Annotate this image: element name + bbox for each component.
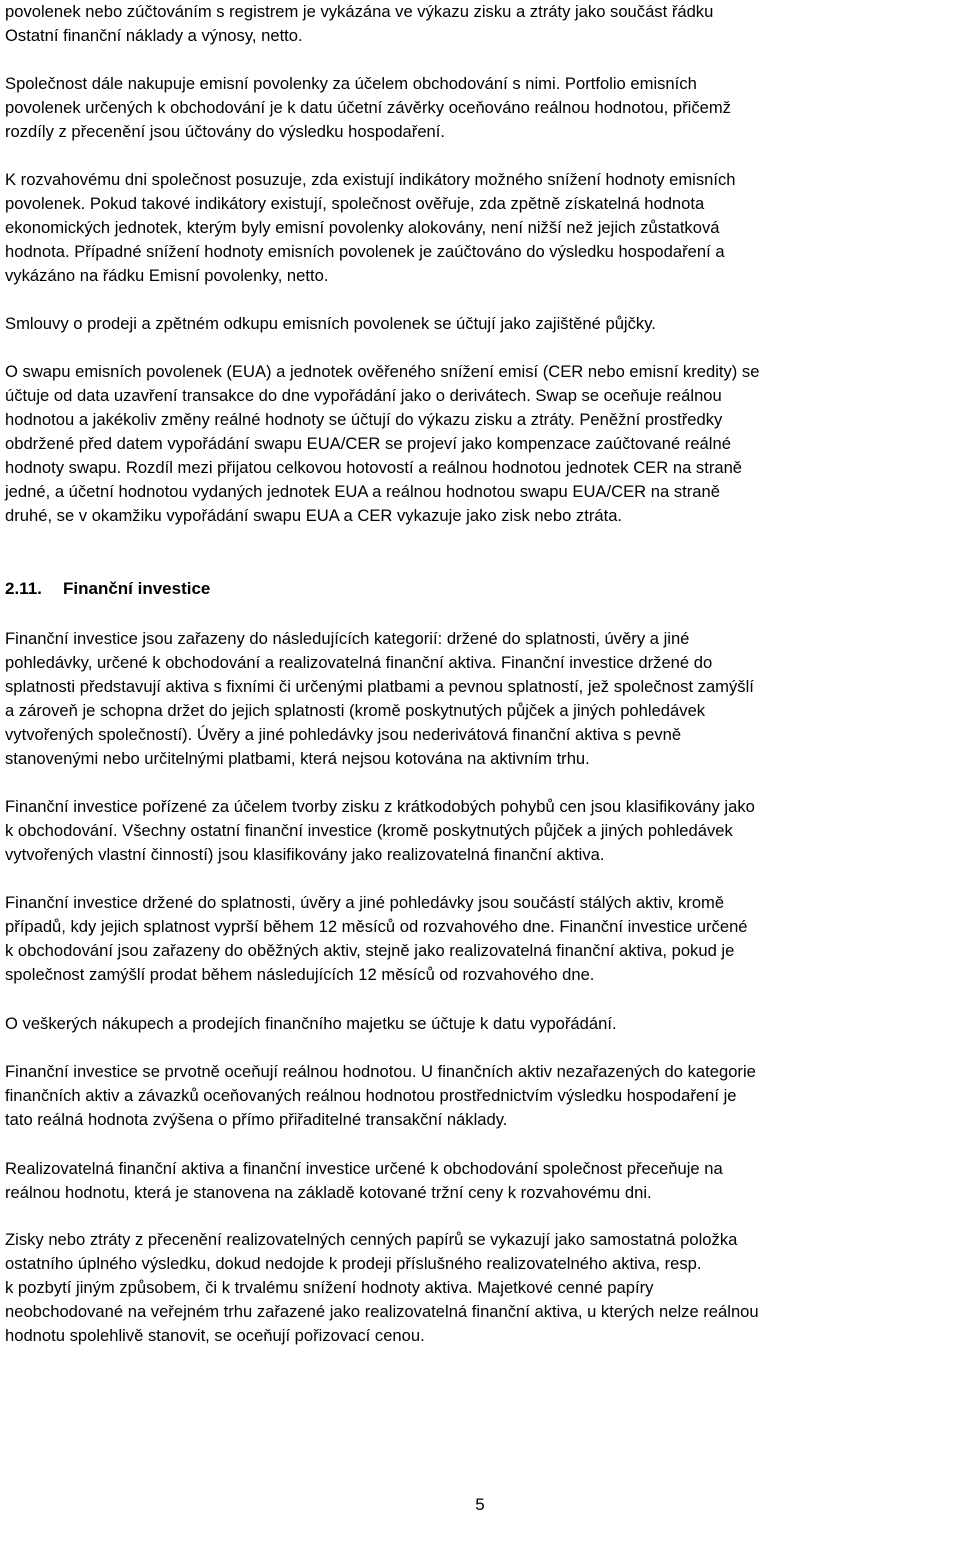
text-line: Zisky nebo ztráty z přecenění realizovatelných cenných papírů se vykazují jako samostatná položka [5, 1230, 738, 1249]
text-line: k obchodování. Všechny ostatní finanční investice (kromě poskytnutých půjček a jiných pohledávek [5, 821, 733, 840]
section-heading [5, 577, 210, 601]
text-line: Společnost dále nakupuje emisní povolenky za účelem obchodování s nimi. Portfolio emisních [5, 74, 697, 93]
text-line: případů, kdy jejich splatnost vyprší během 12 měsíců od rozvahového dne. Finanční investice určené [5, 917, 748, 936]
text-line: a zároveň je schopna držet do jejich splatnosti (kromě poskytnutých půjček a jiných pohledávek [5, 701, 706, 720]
text-line: Finanční investice jsou zařazeny do následujících kategorií: držené do splatnosti, úvěry a jiné [5, 629, 690, 648]
paragraph [5, 627, 754, 771]
text-line: vykázáno na řádku Emisní povolenky, netto. [5, 266, 329, 285]
paragraph [5, 1228, 759, 1348]
text-line: Finanční investice se prvotně oceňují reálnou hodnotou. U finančních aktiv nezařazených do kategorie [5, 1062, 756, 1081]
paragraph [5, 1060, 756, 1132]
text-line: splatnosti představují aktiva s fixními či určenými platbami a pevnou splatností, jež společnost zamýšlí [5, 677, 754, 696]
paragraph [5, 1012, 617, 1036]
text-line: hodnota. Případné snížení hodnoty emisních povolenek je zaúčtováno do výsledku hospodaření a [5, 242, 725, 261]
text-line: reálnou hodnotu, která je stanovena na základě kotované tržní ceny k rozvahovému dni. [5, 1183, 652, 1202]
text-line: ostatního úplného výsledku, dokud nedojde k prodeji příslušného realizovatelného aktiva, resp. [5, 1254, 702, 1273]
text-line: druhé, se v okamžiku vypořádání swapu EUA a CER vykazuje jako zisk nebo ztráta. [5, 506, 623, 525]
text-line: finančních aktiv a závazků oceňovaných reálnou hodnotou prostřednictvím výsledku hospodaření je [5, 1086, 737, 1105]
text-line: Finanční investice pořízené za účelem tvorby zisku z krátkodobých pohybů cen jsou klasifikovány jako [5, 797, 755, 816]
text-line: hodnotu spolehlivě stanovit, se oceňují pořizovací cenou. [5, 1326, 425, 1345]
paragraph [5, 891, 748, 987]
text-line: Ostatní finanční náklady a výnosy, netto. [5, 26, 303, 45]
text-line: O veškerých nákupech a prodejích finančního majetku se účtuje k datu vypořádání. [5, 1014, 617, 1033]
text-line: rozdíly z přecenění jsou účtovány do výsledku hospodaření. [5, 122, 445, 141]
paragraph [5, 360, 759, 528]
paragraph [5, 0, 713, 48]
text-line: Realizovatelná finanční aktiva a finanční investice určené k obchodování společnost přeceňuje na [5, 1159, 723, 1178]
text-line: hodnoty swapu. Rozdíl mezi přijatou celkovou hotovostí a reálnou hodnotou jednotek CER na straně [5, 458, 743, 477]
text-line: jedné, a účetní hodnotou vydaných jednotek EUA a reálnou hodnotou swapu EUA/CER na straně [5, 482, 720, 501]
paragraph [5, 795, 755, 867]
text-line: ekonomických jednotek, kterým byly emisní povolenky alokovány, není nižší než jejich zůstatková [5, 218, 720, 237]
page-number: 5 [475, 1495, 485, 1514]
text-line: neobchodované na veřejném trhu zařazené jako realizovatelná finanční aktiva, u kterých nelze reálnou [5, 1302, 759, 1321]
text-line: pohledávky, určené k obchodování a realizovatelná finanční aktiva. Finanční investice držené do [5, 653, 713, 672]
paragraph [5, 72, 731, 144]
text-line: hodnotou a jakékoliv změny reálné hodnoty se účtují do výkazu zisku a ztráty. Peněžní prostředky [5, 410, 723, 429]
text-line: vytvořených vlastní činností) jsou klasifikovány jako realizovatelná finanční aktiva. [5, 845, 605, 864]
section-number: 2.11. [5, 579, 42, 598]
section-title: Finanční investice [63, 579, 211, 598]
text-line: Finanční investice držené do splatnosti, úvěry a jiné pohledávky jsou součástí stálých aktiv, kromě [5, 893, 725, 912]
text-line: k obchodování jsou zařazeny do oběžných aktiv, stejně jako realizovatelná finanční aktiva, pokud je [5, 941, 735, 960]
text-line: vytvořených společností). Úvěry a jiné pohledávky jsou nederivátová finanční aktiva s pevně [5, 725, 682, 744]
text-line: povolenek. Pokud takové indikátory existují, společnost ověřuje, zda zpětně získatelná hodnota [5, 194, 705, 213]
text-line: tato reálná hodnota zvýšena o přímo přiřaditelné transakční náklady. [5, 1110, 508, 1129]
paragraph [5, 168, 736, 288]
text-line: společnost zamýšlí prodat během následujících 12 měsíců od rozvahového dne. [5, 965, 595, 984]
text-line: obdržené před datem vypořádání swapu EUA/CER se projeví jako kompenzace zaúčtované reálné [5, 434, 731, 453]
text-line: stanovenými nebo určitelnými platbami, která nejsou kotována na aktivním trhu. [5, 749, 590, 768]
text-line: K rozvahovému dni společnost posuzuje, zda existují indikátory možného snížení hodnoty emisních [5, 170, 736, 189]
text-line: účtuje od data uzavření transakce do dne vypořádání jako o derivátech. Swap se oceňuje reálnou [5, 386, 722, 405]
text-line: povolenek určených k obchodování je k datu účetní závěrky oceňováno reálnou hodnotou, přičemž [5, 98, 731, 117]
paragraph [5, 312, 656, 336]
text-line: k pozbytí jiným způsobem, či k trvalému snížení hodnoty aktiva. Majetkové cenné papíry [5, 1278, 654, 1297]
text-line: povolenek nebo zúčtováním s registrem je vykázána ve výkazu zisku a ztráty jako součást řádku [5, 2, 714, 21]
text-line: O swapu emisních povolenek (EUA) a jednotek ověřeného snížení emisí (CER nebo emisní kredity) se [5, 362, 760, 381]
paragraph [5, 1157, 723, 1205]
text-line: Smlouvy o prodeji a zpětném odkupu emisních povolenek se účtují jako zajištěné půjčky. [5, 314, 656, 333]
